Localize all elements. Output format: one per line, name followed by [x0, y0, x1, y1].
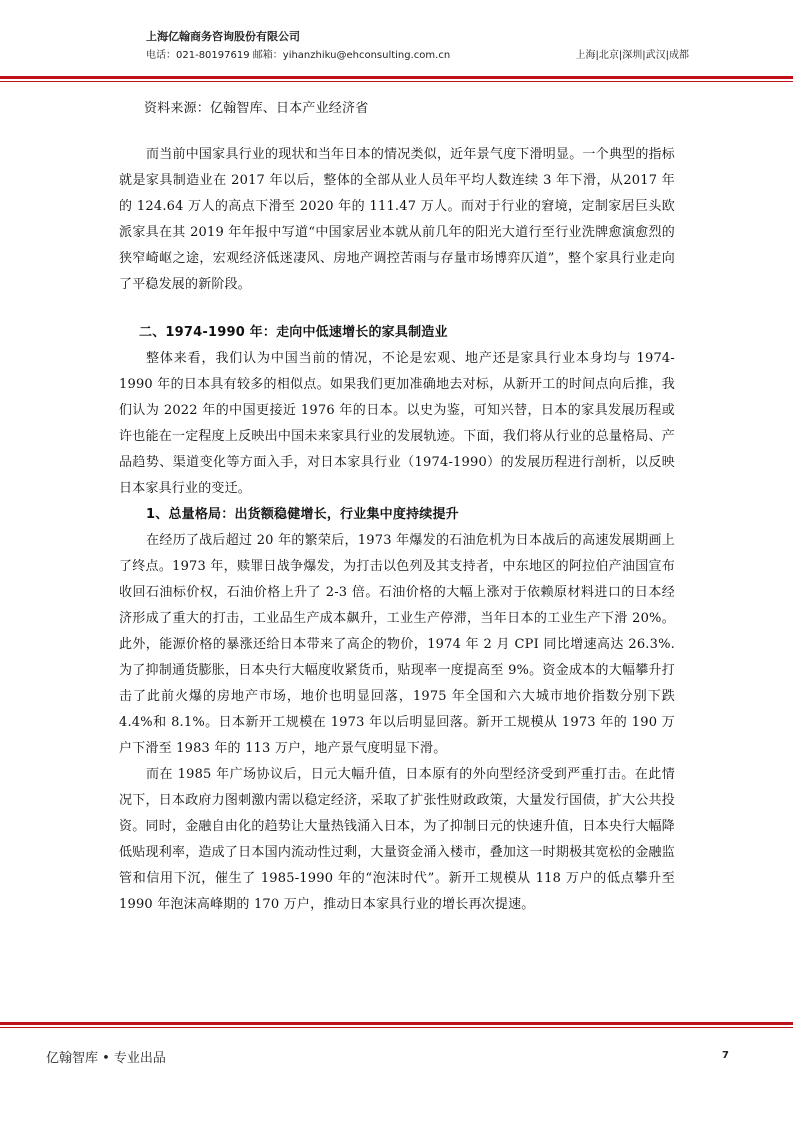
paragraph-3: 在经历了战后超过 20 年的繁荣后，1973 年爆发的石油危机为日本战后的高速发展期画上了终点。1973 年，赎罪日战争爆发，为打击以色列及其支持者，中东地区的阿拉伯产油国宣布收回石油标价权，石油价格上升了 2-3 倍。石油价格的大幅上涨对于依赖原材料进口的日本经济形成了重大的打击，工业品生产成本飙升，工业生产停滞，当年日本的工业生产下滑 20%。此外，能源价格的暴涨还给日本带来了高企的物价，1974 年 2 月 CPI 同比增速高达 26.3%.为了抑制通货膨胀，日本央行大幅度收紧货币，贴现率一度提高至 9%。资金成本的大幅攀升打击了此前火爆的房地产市场，地价也明显回落，1975 年全国和六大城市地价指数分别下跌 4.4%和 8.1%。日本新开工规模在 1973 年以后明显回落。新开工规模从 1973 年的 190 万户下滑至 1983 年的 113 万户，地产景气度明显下滑。 — [119, 533, 675, 756]
contact-info: 电话：021-80197619 邮箱：yihanzhiku@ehconsulting.com.cn — [146, 50, 451, 61]
section-heading: 二、1974-1990 年：走向中低速增长的家具制造业 — [139, 325, 448, 340]
paragraph-4: 而在 1985 年广场协议后，日元大幅升值，日本原有的外向型经济受到严重打击。在此情况下，日本政府力图刺激内需以稳定经济，采取了扩张性财政政策，大量发行国债，扩大公共投资。同时，金融自由化的趋势让大量热钱涌入日本，为了抑制日元的快速升值，日本央行大幅降低贴现利率，造成了日本国内流动性过剩，大量资金涌入楼市，叠加这一时期极其宽松的金融监管和信用下沉，催生了 1985-1990 年的“泡沫时代”。新开工规模从 118 万户的低点攀升至 1990 年泡沫高峰期的 170 万户，推动日本家具行业的增长再次提速。 — [119, 767, 675, 912]
header-divider — [0, 76, 793, 82]
paragraph-gap — [119, 122, 675, 142]
office-cities: 上海|北京|深圳|武汉|成都 — [575, 50, 689, 61]
document-body — [119, 96, 675, 918]
paragraph-1: 而当前中国家具行业的现状和当年日本的情况类似，近年景气度下滑明显。一个典型的指标就是家具制造业在 2017 年以后，整体的全部从业人员年平均人数连续 3 年下滑，从2017 年的 124.64 万人的高点下滑至 2020 年的 111.47 万人。而对于行业的窘境，定制家居巨头欧派家具在其 2019 年年报中写道“中国家居业本就从前几年的阳光大道行至行业洗牌愈演愈烈的狭窄崎岖之途，宏观经济低迷凄风、房地产调控苦雨与存量市场博弈仄道”，整个家具行业走向了平稳发展的新阶段。 — [119, 147, 675, 292]
source-note: 资料来源：亿翰智库、日本产业经济省 — [144, 101, 369, 116]
footer-brand: 亿翰智库 • 专业出品 — [46, 1051, 166, 1066]
page-number: 7 — [722, 1050, 729, 1061]
footer-divider — [0, 1022, 793, 1028]
paragraph-2: 整体来看，我们认为中国当前的情况，不论是宏观、地产还是家具行业本身均与 1974-1990 年的日本具有较多的相似点。如果我们更加准确地去对标，从新开工的时间点向后推，我们认为 2022 年的中国更接近 1976 年的日本。以史为鉴，可知兴替，日本的家具发展历程或许也能在一定程度上反映出中国未来家具行业的发展轨迹。下面，我们将从行业的总量格局、产品趋势、渠道变化等方面入手，对日本家具行业（1974-1990）的发展历程进行剖析，以反映日本家具行业的变迁。 — [119, 351, 675, 496]
subsection-heading: 1、总量格局：出货额稳健增长，行业集中度持续提升 — [146, 507, 459, 522]
company-name: 上海亿翰商务咨询股份有限公司 — [146, 30, 300, 43]
